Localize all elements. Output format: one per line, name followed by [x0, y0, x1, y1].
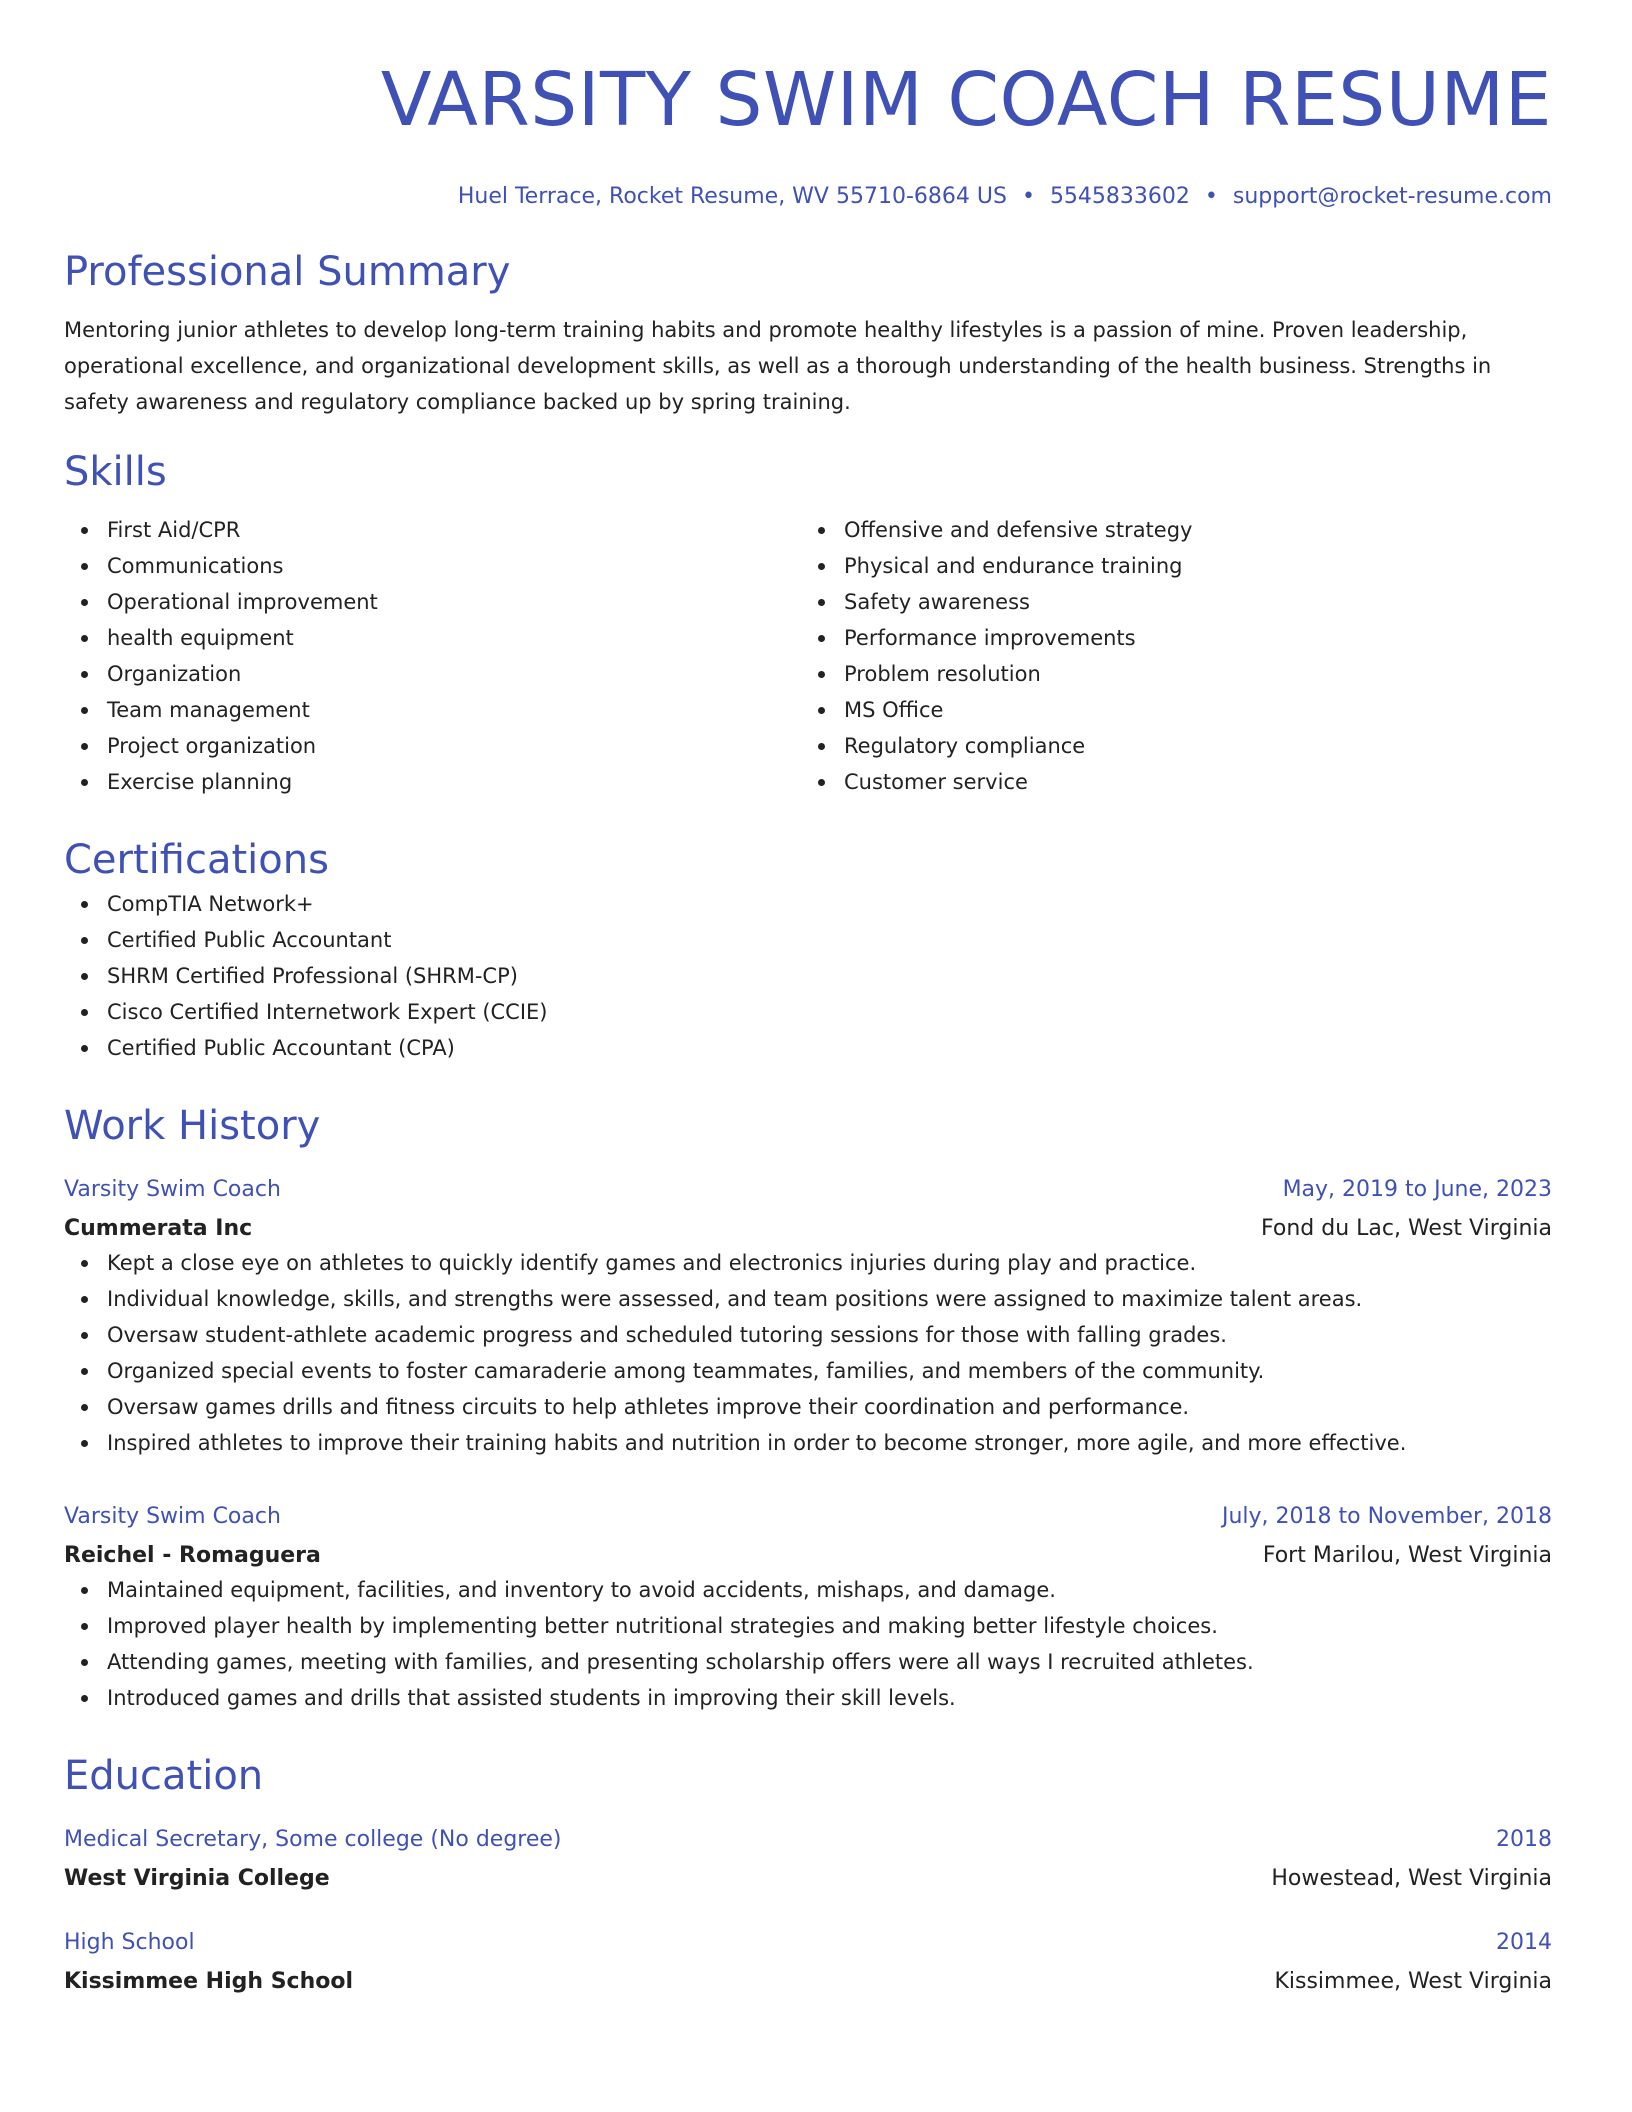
skill-item: Operational improvement	[64, 584, 801, 620]
skill-item: First Aid/CPR	[64, 512, 801, 548]
summary-section	[64, 246, 1552, 420]
education-location: Kissimmee, West Virginia	[1274, 1969, 1552, 1994]
skill-item: Communications	[64, 548, 801, 584]
job-bullet: Introduced games and drills that assisted students in improving their skill levels.	[64, 1680, 1552, 1716]
certifications-heading: Certifications	[64, 837, 329, 883]
education-school: West Virginia College	[64, 1866, 330, 1891]
certification-item: Certified Public Accountant (CPA)	[64, 1030, 1552, 1066]
job-title-row	[64, 1174, 1552, 1206]
job-title-row	[64, 1501, 1552, 1533]
skill-item: Performance improvements	[801, 620, 1501, 656]
job-location: Fond du Lac, West Virginia	[1261, 1216, 1552, 1241]
job-dates: July, 2018 to November, 2018	[1221, 1504, 1552, 1529]
job-bullet: Oversaw student-athlete academic progress and scheduled tutoring sessions for those with falling grades.	[64, 1317, 1552, 1353]
contact-separator: •	[1021, 184, 1035, 209]
summary-heading: Professional Summary	[64, 249, 511, 295]
skill-item: Project organization	[64, 728, 801, 764]
skills-heading: Skills	[64, 449, 167, 495]
skill-item: MS Office	[801, 692, 1501, 728]
skill-item: Physical and endurance training	[801, 548, 1501, 584]
job-title: Varsity Swim Coach	[64, 1177, 281, 1202]
contact-separator: •	[1204, 184, 1218, 209]
contact-phone: 5545833602	[1049, 184, 1190, 209]
skill-item: Problem resolution	[801, 656, 1501, 692]
job-bullet: Inspired athletes to improve their training habits and nutrition in order to become stronger, more agile, and more effective.	[64, 1425, 1552, 1461]
skill-item: Offensive and defensive strategy	[801, 512, 1501, 548]
education-year: 2014	[1496, 1930, 1552, 1955]
education-school-row	[64, 1863, 1552, 1895]
certification-item: Certified Public Accountant	[64, 922, 1552, 958]
education-degree: Medical Secretary, Some college (No degree)	[64, 1827, 562, 1852]
certifications-section	[64, 834, 1552, 1066]
job-bullet: Individual knowledge, skills, and strengths were assessed, and team positions were assigned to maximize talent areas.	[64, 1281, 1552, 1317]
certification-item: CompTIA Network+	[64, 886, 1552, 922]
education-year: 2018	[1496, 1827, 1552, 1852]
job-bullet: Improved player health by implementing better nutritional strategies and making better lifestyle choices.	[64, 1608, 1552, 1644]
job-bullets	[64, 1245, 1552, 1461]
certifications-list	[64, 886, 1552, 1066]
job-bullet: Kept a close eye on athletes to quickly identify games and electronics injuries during play and practice.	[64, 1245, 1552, 1281]
education-section	[64, 1750, 1552, 1998]
skills-list-left	[64, 512, 801, 800]
job-bullet: Maintained equipment, facilities, and inventory to avoid accidents, mishaps, and damage.	[64, 1572, 1552, 1608]
summary-text: Mentoring junior athletes to develop long-term training habits and promote healthy lifestyles is a passion of mine. Proven leadership, operational excellence, and organizational development skills, as well as a thorough understanding of the health business. Strengths in safety awareness and regulatory compliance backed up by spring training.	[64, 318, 1492, 414]
education-heading: Education	[64, 1753, 264, 1799]
job-bullet: Attending games, meeting with families, and presenting scholarship offers were all ways I recruited athletes.	[64, 1644, 1552, 1680]
skills-grid	[64, 512, 1552, 800]
education-school-row	[64, 1966, 1552, 1998]
job-company: Reichel - Romaguera	[64, 1543, 321, 1568]
education-entry	[64, 1824, 1552, 1895]
job-location: Fort Marilou, West Virginia	[1262, 1543, 1552, 1568]
job-bullet: Organized special events to foster camaraderie among teammates, families, and members of the community.	[64, 1353, 1552, 1389]
job-entry	[64, 1501, 1552, 1716]
certification-item: Cisco Certified Internetwork Expert (CCIE)	[64, 994, 1552, 1030]
skills-section	[64, 446, 1552, 800]
skill-item: health equipment	[64, 620, 801, 656]
skills-list-right	[801, 512, 1501, 800]
job-dates: May, 2019 to June, 2023	[1282, 1177, 1552, 1202]
work-history-heading: Work History	[64, 1103, 321, 1149]
contact-line	[64, 182, 1552, 212]
contact-address: Huel Terrace, Rocket Resume, WV 55710-6864 US	[457, 184, 1007, 209]
education-school: Kissimmee High School	[64, 1969, 354, 1994]
job-title: Varsity Swim Coach	[64, 1504, 281, 1529]
job-company-row	[64, 1213, 1552, 1245]
skill-item: Regulatory compliance	[801, 728, 1501, 764]
work-history-section	[64, 1100, 1552, 1716]
certification-item: SHRM Certified Professional (SHRM-CP)	[64, 958, 1552, 994]
education-degree: High School	[64, 1930, 195, 1955]
resume-title: VARSITY SWIM COACH RESUME	[380, 57, 1552, 143]
education-entry	[64, 1927, 1552, 1998]
skill-item: Safety awareness	[801, 584, 1501, 620]
skill-item: Exercise planning	[64, 764, 801, 800]
skill-item: Customer service	[801, 764, 1501, 800]
skill-item: Organization	[64, 656, 801, 692]
job-entry	[64, 1174, 1552, 1461]
education-degree-row	[64, 1824, 1552, 1856]
job-bullets	[64, 1572, 1552, 1716]
education-location: Howestead, West Virginia	[1271, 1866, 1552, 1891]
job-bullet: Oversaw games drills and fitness circuits to help athletes improve their coordination and performance.	[64, 1389, 1552, 1425]
job-company-row	[64, 1540, 1552, 1572]
skill-item: Team management	[64, 692, 801, 728]
education-degree-row	[64, 1927, 1552, 1959]
contact-email: support@rocket-resume.com	[1232, 184, 1552, 209]
job-company: Cummerata Inc	[64, 1216, 253, 1241]
